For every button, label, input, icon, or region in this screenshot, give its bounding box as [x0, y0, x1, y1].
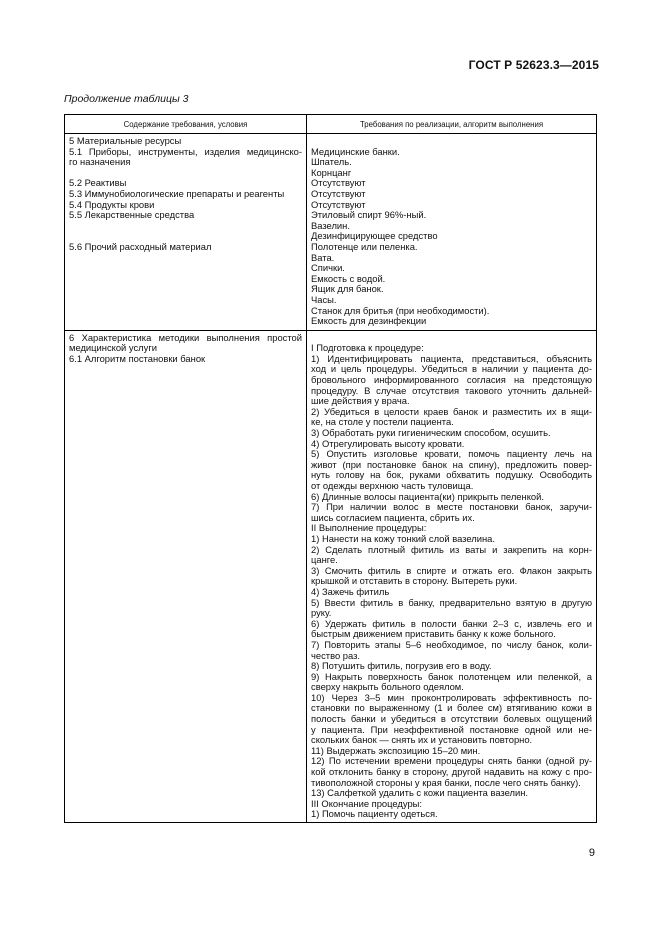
cell-line: 2) Убедиться в целости краев банок и разместить их в ящи-	[311, 405, 592, 417]
cell-line: быстрым движением приставить банку к коже больного.	[311, 628, 556, 640]
row-method-right	[307, 330, 597, 822]
cell-line: 7) При наличии волос в месте постановки банок, заручи-	[311, 501, 592, 513]
cell-line: 8) Потушить фитиль, погрузив его в воду.	[311, 660, 492, 672]
cell-line: II Выполнение процедуры:	[311, 522, 427, 534]
cell-line: го назначения	[69, 156, 131, 168]
cell-line: Спички.	[311, 262, 345, 274]
cell-line: Станок для бритья (при необходимости).	[311, 304, 490, 316]
cell-line: III Окончание процедуры:	[311, 797, 423, 809]
column-header-implementation: Требования по реализации, алгоритм выполнения	[307, 115, 597, 134]
cell-line: Медицинские банки.	[311, 145, 400, 157]
cell-line: 5.5 Лекарственные средства	[69, 209, 195, 221]
cell-line: нуть голову на бок, руками обхватить подушку. Освободить	[311, 469, 592, 481]
cell-line: 5.2 Реактивы	[69, 177, 127, 189]
cell-line: процедуру. В случае отсутствия такового уточнить дальней-	[311, 384, 592, 396]
cell-line: шись согласием пациента, сбрить их.	[311, 511, 475, 523]
cell-line: 5) Ввести фитиль в банку, предварительно взятую в другую	[311, 596, 592, 608]
cell-line: от одежды верхнюю часть туловища.	[311, 480, 474, 491]
cell-line: 5) Опустить изголовье кровати, помочь пациенту лечь на	[311, 448, 592, 460]
document-code: ГОСТ Р 52623.3—2015	[468, 58, 599, 72]
cell-line: 1) Нанести на кожу тонкий слой вазелина.	[311, 532, 495, 544]
column-header-requirements: Содержание требования, условия	[65, 115, 307, 134]
cell-line: 7) Повторить этапы 5–6 необходимое, по числу банок, коли-	[311, 638, 592, 650]
requirements-table	[64, 114, 597, 823]
table-row-method	[65, 330, 597, 822]
cell-line: 5.4 Продукты крови	[69, 198, 155, 210]
cell-line: цанге.	[311, 554, 338, 566]
cell-line: ке, на столе у постели пациента.	[311, 416, 454, 428]
cell-line: скольких банок — снять их и установить повторно.	[311, 734, 533, 746]
cell-line: 6 Характеристика методики выполнения простой	[69, 331, 302, 343]
cell-line: 13) Салфеткой удалить с кожи пациента вазелин.	[311, 787, 529, 799]
cell-line: Емкость с водой.	[311, 272, 386, 284]
cell-line: Ящик для банок.	[311, 283, 384, 295]
cell-line: 9) Накрыть поверхность банок полотенцем или пеленкой, а	[311, 670, 592, 682]
cell-line: 6) Удержать фитиль в полости банки 2–3 с, извлечь его и	[311, 617, 592, 629]
cell-line: Отсутствуют	[311, 187, 366, 199]
cell-line: 11) Выдержать экспозицию 15–20 мин.	[311, 744, 481, 756]
cell-line: 5.1 Приборы, инструменты, изделия медицинско-	[69, 145, 302, 157]
cell-line: становки по выраженному (1 и более см) втягиванию кожи в	[311, 702, 592, 714]
table-row-resources	[65, 134, 597, 331]
cell-line: 6.1 Алгоритм постановки банок	[69, 352, 206, 364]
cell-line: Корнцанг	[311, 166, 352, 178]
cell-line: Емкость для дезинфекции	[311, 315, 427, 327]
row-resources-right	[307, 134, 597, 331]
cell-line: чество раз.	[311, 649, 360, 661]
table-caption: Продолжение таблицы 3	[64, 93, 189, 105]
row-resources-left	[65, 134, 307, 331]
cell-line: руку.	[311, 607, 332, 619]
cell-line: 4) Отрегулировать высоту кровати.	[311, 437, 465, 449]
cell-line	[311, 136, 592, 147]
cell-line: ход и цель процедуры. Убедиться в наличии у пациента до-	[311, 363, 592, 375]
cell-line: шие действия у врача.	[311, 395, 410, 407]
cell-line: 1) Идентифицировать пациента, представиться, объяснить	[311, 352, 592, 364]
cell-line: медицинской услуги	[69, 342, 157, 354]
cell-line: тивоположной стороны у края банки, после чего снять банку).	[311, 776, 581, 788]
cell-line: Отсутствуют	[311, 198, 366, 210]
cell-line: 5.6 Прочий расходный материал	[69, 240, 212, 252]
cell-line: кой отклонить банку в сторону, другой надавить на кожу с про-	[311, 766, 592, 778]
cell-line	[69, 221, 302, 232]
cell-line: сверху накрыть больного одеялом.	[311, 681, 464, 693]
cell-line: 4) Зажечь фитиль	[311, 585, 390, 597]
cell-line: Вазелин.	[311, 219, 350, 231]
cell-line: Отсутствуют	[311, 177, 366, 189]
cell-line: 3) Смочить фитиль в спирте и отжать его. Флакон закрыть	[311, 564, 592, 576]
cell-line: Этиловый спирт 96%-ный.	[311, 209, 427, 221]
row-method-left	[65, 330, 307, 822]
cell-line: бровольного информированного согласия на предстоящую	[311, 374, 592, 386]
cell-line: Шпатель.	[311, 156, 352, 168]
cell-line: крышкой и отставить в сторону. Вытереть руки.	[311, 575, 518, 587]
cell-line: 1) Помочь пациенту одеться.	[311, 808, 438, 820]
cell-line: I Подготовка к процедуре:	[311, 342, 424, 354]
cell-line: Часы.	[311, 293, 337, 305]
cell-line: 12) По истечении времени процедуры снять банки (одной ру-	[311, 755, 592, 767]
cell-line: 2) Сделать плотный фитиль из ваты и закрепить на корн-	[311, 543, 592, 555]
cell-line: Дезинфицирующее средство	[311, 230, 438, 242]
cell-line: 3) Обработать руки гигиеническим способом, осушить.	[311, 427, 551, 439]
cell-line: 5 Материальные ресурсы	[69, 135, 182, 146]
page-number: 9	[588, 847, 595, 859]
cell-line: живот (при постановке банок на спину), предложить повер-	[311, 458, 592, 470]
cell-line: 6) Длинные волосы пациента(ки) прикрыть пеленкой.	[311, 490, 544, 502]
cell-line: Вата.	[311, 251, 335, 263]
cell-line: 5.3 Иммунобиологические препараты и реагенты	[69, 187, 285, 199]
cell-line: 10) Через 3–5 мин проконтролировать эффективность по-	[311, 691, 592, 703]
cell-line: Полотенце или пеленка.	[311, 240, 418, 252]
table-header-row	[65, 115, 597, 134]
cell-line: у пациента. При неэффективной постановке одной или не-	[311, 723, 592, 735]
cell-line: полость банки и убедиться в отсутствии болевых ощущений	[311, 713, 592, 725]
